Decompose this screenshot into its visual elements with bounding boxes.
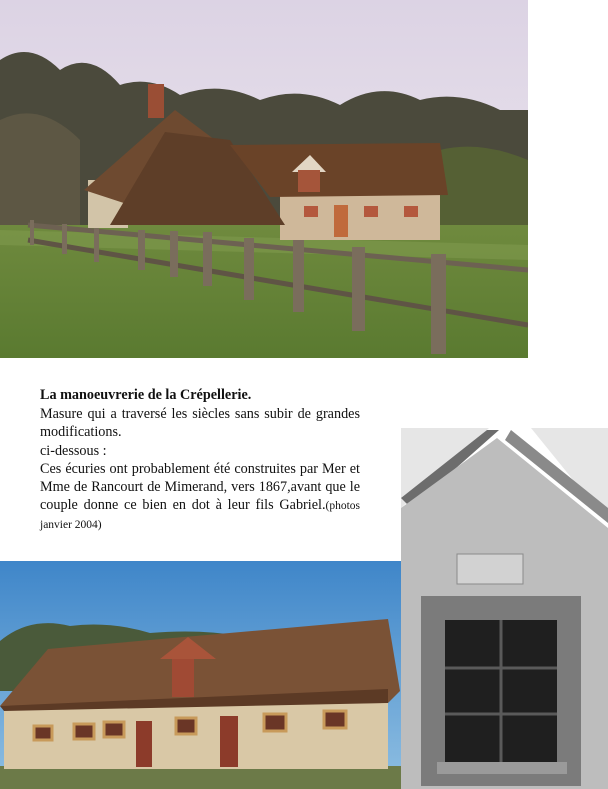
farmhouse-photo xyxy=(0,0,528,358)
stables-photo xyxy=(0,561,404,789)
caption-title: La manoeuvrerie de la Crépellerie. xyxy=(40,387,252,403)
caption-photo-note: (photos janvier 2004) xyxy=(40,500,360,532)
caption-history-text: Ces écuries ont probablement été construites par Mer et Mme de Rancourt de Mimerand, vers 1867,avant que le couple donne ce bien en dot à leur fils Gabriel. xyxy=(40,460,360,514)
caption-subheading: ci-dessous : xyxy=(40,442,107,459)
caption-history xyxy=(40,460,360,535)
stone-window-photo xyxy=(401,428,608,789)
caption-description: Masure qui a traversé les siècles sans subir de grandes modifications. xyxy=(40,406,360,441)
photo-caption xyxy=(40,386,360,535)
